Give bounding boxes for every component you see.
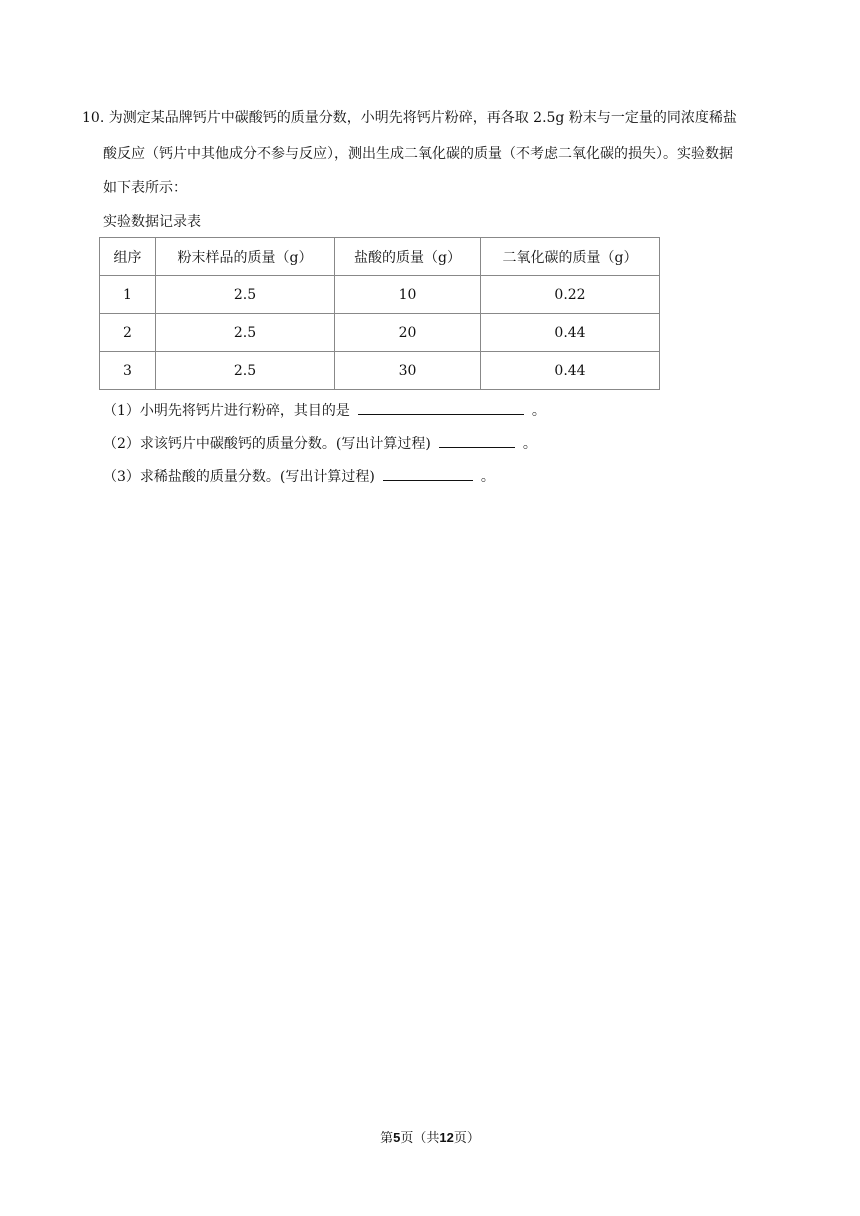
- table-header-row: [100, 238, 660, 276]
- page-footer: [0, 1128, 860, 1149]
- table-row: [100, 276, 660, 314]
- table-cell: 2.5: [156, 276, 335, 314]
- table-cell: 10: [335, 276, 481, 314]
- answer-blank[interactable]: [383, 466, 473, 481]
- answer-blank[interactable]: [439, 433, 515, 448]
- answer-blank[interactable]: [358, 400, 524, 415]
- table-cell: 2: [100, 314, 156, 352]
- question-line-2: 酸反应（钙片中其他成分不参与反应），测出生成二氧化碳的质量（不考虑二氧化碳的损失）。实验数据: [103, 146, 733, 162]
- subquestion-text: （2）求该钙片中碳酸钙的质量分数。(写出计算过程): [103, 436, 431, 452]
- table-header-cell: 组序: [100, 238, 156, 276]
- table-row: [100, 314, 660, 352]
- table-header-cell: 粉末样品的质量（g）: [156, 238, 335, 276]
- question-line-3: 如下表所示：: [103, 180, 187, 196]
- data-table: [99, 237, 660, 390]
- footer-suffix: 页）: [453, 1131, 480, 1146]
- subquestion-1: [103, 400, 546, 421]
- subquestion-text: （3）求稀盐酸的质量分数。(写出计算过程): [103, 469, 375, 485]
- table-cell: 30: [335, 352, 481, 390]
- subquestion-text: （1）小明先将钙片进行粉碎，其目的是: [103, 403, 350, 419]
- table-header-cell: 二氧化碳的质量（g）: [481, 238, 660, 276]
- footer-middle: 页（共: [400, 1131, 440, 1146]
- table-title: 实验数据记录表: [103, 214, 201, 230]
- subquestion-end: 。: [531, 403, 546, 419]
- table-cell: 3: [100, 352, 156, 390]
- question-line-1: [82, 108, 737, 128]
- footer-total-pages: 12: [439, 1130, 454, 1145]
- table-cell: 2.5: [156, 352, 335, 390]
- subquestion-3: [103, 466, 495, 487]
- footer-page-number: 5: [393, 1130, 401, 1145]
- subquestion-2: [103, 433, 537, 454]
- subquestion-end: 。: [522, 436, 537, 452]
- table-cell: 2.5: [156, 314, 335, 352]
- table-cell: 0.44: [481, 314, 660, 352]
- table-cell: 0.22: [481, 276, 660, 314]
- table-row: [100, 352, 660, 390]
- table-header-cell: 盐酸的质量（g）: [335, 238, 481, 276]
- subquestion-end: 。: [480, 469, 495, 485]
- question-text-1: 为测定某品牌钙片中碳酸钙的质量分数，小明先将钙片粉碎，再各取 2.5g 粉末与一定量的同浓度稀盐: [108, 110, 737, 126]
- table-cell: 0.44: [481, 352, 660, 390]
- table-cell: 1: [100, 276, 156, 314]
- footer-prefix: 第: [380, 1131, 394, 1146]
- table-cell: 20: [335, 314, 481, 352]
- question-number: 10.: [82, 110, 105, 126]
